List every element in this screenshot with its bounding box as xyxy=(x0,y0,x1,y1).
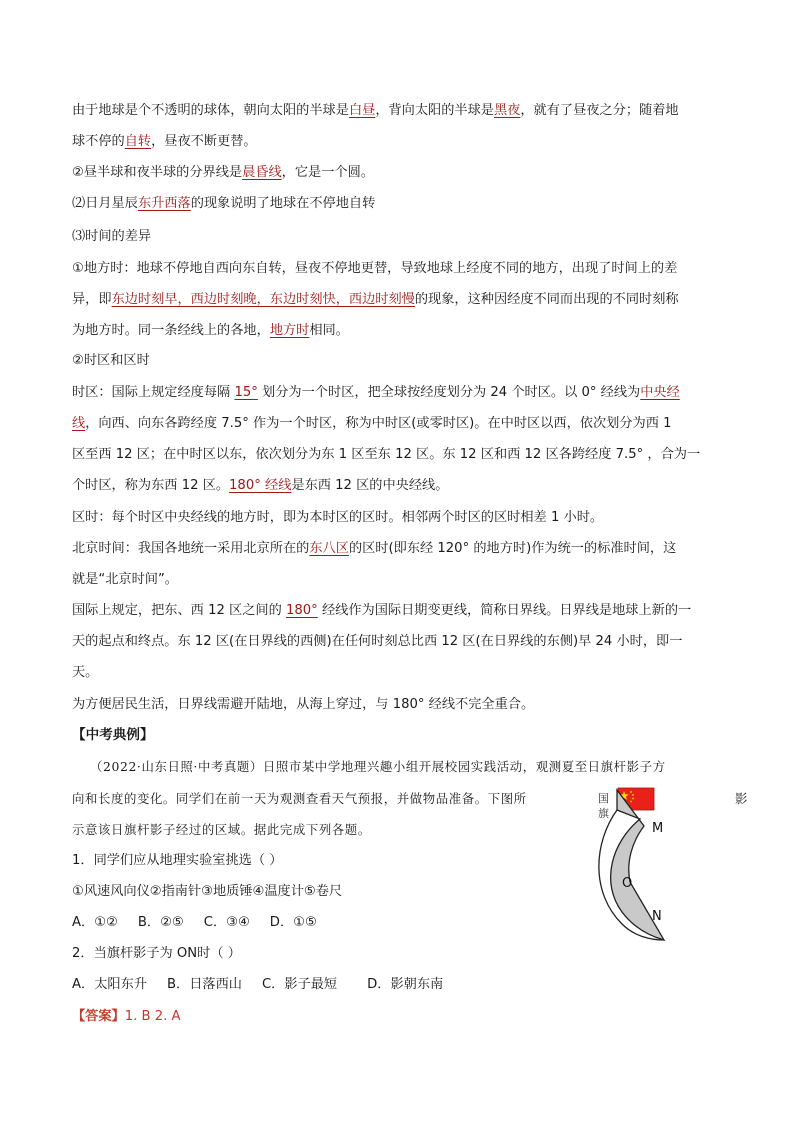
keyword-east-8-zone: 东八区 xyxy=(309,541,349,556)
text: 由于地球是个不透明的球体，朝向太阳的半球是 xyxy=(72,103,349,118)
question-1: 1．同学们应从地理实验室挑选（ ） xyxy=(72,853,283,868)
paragraph-time-zone-1 xyxy=(72,378,722,408)
flagpole-shadow-figure xyxy=(592,782,752,952)
paragraph-local-time-2 xyxy=(72,285,722,315)
keyword-central-meridian: 中央经 xyxy=(640,385,680,400)
text: 向和长度的变化。同学们在前一天为观测查看天气预报，并做物品准备。下图所 xyxy=(72,791,527,806)
paragraph-day-night xyxy=(72,96,722,126)
keyword-180-degrees: 180° xyxy=(285,603,318,618)
paragraph-time-zone-4 xyxy=(72,471,722,501)
paragraph-date-line-4: 为方便居民生活，日界线需避开陆地，从海上穿过，与 180° 经线不完全重合。 xyxy=(72,697,535,712)
text: 的现象说明了地球在不停地自转 xyxy=(190,196,376,211)
text: 是东西 12 区的中央经线。 xyxy=(291,478,449,493)
text: ，背向太阳的半球是 xyxy=(375,103,494,118)
shadow-diagram xyxy=(592,782,752,952)
answer-line xyxy=(72,1002,722,1032)
paragraph-local-time-1: ①地方时：地球不停地自西向东自转，昼夜不停地更替，导致地球上经度不同的地方，出现了时间上的差 xyxy=(72,261,678,276)
text: 北京时间：我国各地统一采用北京所在的 xyxy=(72,541,310,556)
paragraph-date-line-1 xyxy=(72,596,722,626)
keyword-rotation: 自转 xyxy=(124,134,152,149)
text: ，昼夜不断更替。 xyxy=(151,134,257,149)
question-2: 2．当旗杆影子为 ON时（ ） xyxy=(72,946,241,961)
option-c: C．影子最短 xyxy=(261,977,338,992)
text: 国际上规定，把东、西 12 区之间的 xyxy=(72,603,286,618)
keyword-15-degrees: 15° xyxy=(234,385,258,400)
question-1-items: ①风速风向仪②指南针③地质锤④温度计⑤卷尺 xyxy=(72,884,343,899)
text: ⑵日月星辰 xyxy=(72,196,138,211)
text: 为地方时。同一条经线上的各地， xyxy=(72,323,270,338)
paragraph-time-zone-2 xyxy=(72,409,722,439)
option-d: D．①⑤ xyxy=(269,915,317,930)
section-title: 【中考典例】 xyxy=(72,727,154,743)
option-b: B．②⑤ xyxy=(137,915,184,930)
answer-text: 1. B 2. A xyxy=(124,1009,181,1024)
keyword-east-rise-west-set: 东升西落 xyxy=(137,196,191,211)
option-d: D．影朝东南 xyxy=(367,977,444,992)
option-a: A．①② xyxy=(72,915,118,930)
subheading-time-zones: ②时区和区时 xyxy=(72,353,150,368)
question-2-options xyxy=(72,970,722,1000)
text: ，它是一个圆。 xyxy=(281,165,374,180)
paragraph-date-line-3: 天。 xyxy=(72,665,99,680)
text: 的区时(即东经 120° 的地方时)作为统一的标准时间，这 xyxy=(348,541,677,556)
text: 个时区，称为东西 12 区。 xyxy=(72,478,230,493)
flag-small-star-icon xyxy=(632,798,634,800)
case-intro-line-3: 示意该日旗杆影子经过的区域。据此完成下列各题。 xyxy=(72,822,371,837)
text: 相同。 xyxy=(309,323,349,338)
label-o: O xyxy=(622,876,633,891)
flag-small-star-icon xyxy=(630,791,632,793)
paragraph-beijing-time-2: 就是“北京时间”。 xyxy=(72,572,178,587)
option-a: A．太阳东升 xyxy=(72,977,147,992)
option-c: C．③④ xyxy=(203,915,250,930)
case-intro-line-2-end: 影 xyxy=(735,791,748,806)
text: 的现象，这种因经度不同而出现的不同时刻称 xyxy=(414,292,679,307)
text: ，就有了昼夜之分；随着地 xyxy=(520,103,679,118)
flag-small-star-icon xyxy=(632,794,634,796)
label-n: N xyxy=(652,909,662,924)
label-m: M xyxy=(652,821,664,836)
text: ②昼半球和夜半球的分界线是 xyxy=(72,165,243,180)
text: 划分为一个时区，把全球按经度划分为 24 个时区。以 0° 经线为 xyxy=(257,385,641,400)
keyword-180-meridian: 180° 经线 xyxy=(229,478,292,493)
flag-label-2: 旗 xyxy=(598,807,609,820)
answer-label: 【答案】 xyxy=(72,1009,125,1024)
keyword-central-meridian-end: 线 xyxy=(72,416,86,431)
subheading-time-difference: ⑶时间的差异 xyxy=(72,229,152,244)
option-b: B．日落西山 xyxy=(166,977,242,992)
text: 异，即 xyxy=(72,292,112,307)
paragraph-local-time-3 xyxy=(72,316,722,346)
text: 经线作为国际日期变更线，简称日界线。日界线是地球上新的一 xyxy=(317,603,692,618)
paragraph-zone-time: 区时：每个时区中央经线的地方时，即为本时区的区时。相邻两个时区的区时相差 1 小时。 xyxy=(72,510,604,525)
keyword-daytime: 白昼 xyxy=(348,103,376,118)
paragraph-time-zone-3: 区至西 12 区；在中时区以东，依次划分为东 1 区至东 12 区。东 12 区和西 12 区各跨经度 7.5° ，合为一 xyxy=(72,447,701,462)
keyword-night: 黑夜 xyxy=(494,103,521,118)
case-intro-line-1: （2022·山东日照·中考真题）日照市某中学地理兴趣小组开展校园实践活动，观测夏至日旗杆影子方 xyxy=(90,759,666,774)
text: 时区：国际上规定经度每隔 xyxy=(72,385,235,400)
flag-label-1: 国 xyxy=(598,792,609,805)
keyword-terminator: 晨昏线 xyxy=(242,165,282,180)
paragraph-date-line-2: 天的起点和终点。东 12 区(在日界线的西侧)在任何时刻总比西 12 区(在日界线的东侧)早 24 小时，即一 xyxy=(72,634,683,649)
paragraph-rotation xyxy=(72,127,722,157)
text: ，向西、向东各跨经度 7.5° 作为一个时区，称为中时区(或零时区)。在中时区以西，依次划分为西 1 xyxy=(85,416,672,431)
paragraph-rise-set xyxy=(72,189,722,219)
text: 球不停的 xyxy=(72,134,125,149)
paragraph-beijing-time-1 xyxy=(72,534,722,564)
keyword-local-time: 地方时 xyxy=(269,323,310,338)
paragraph-terminator xyxy=(72,158,722,188)
flag-small-star-icon xyxy=(630,801,632,803)
keyword-east-earlier: 东边时刻早，西边时刻晚，东边时刻快，西边时刻慢 xyxy=(111,292,415,307)
